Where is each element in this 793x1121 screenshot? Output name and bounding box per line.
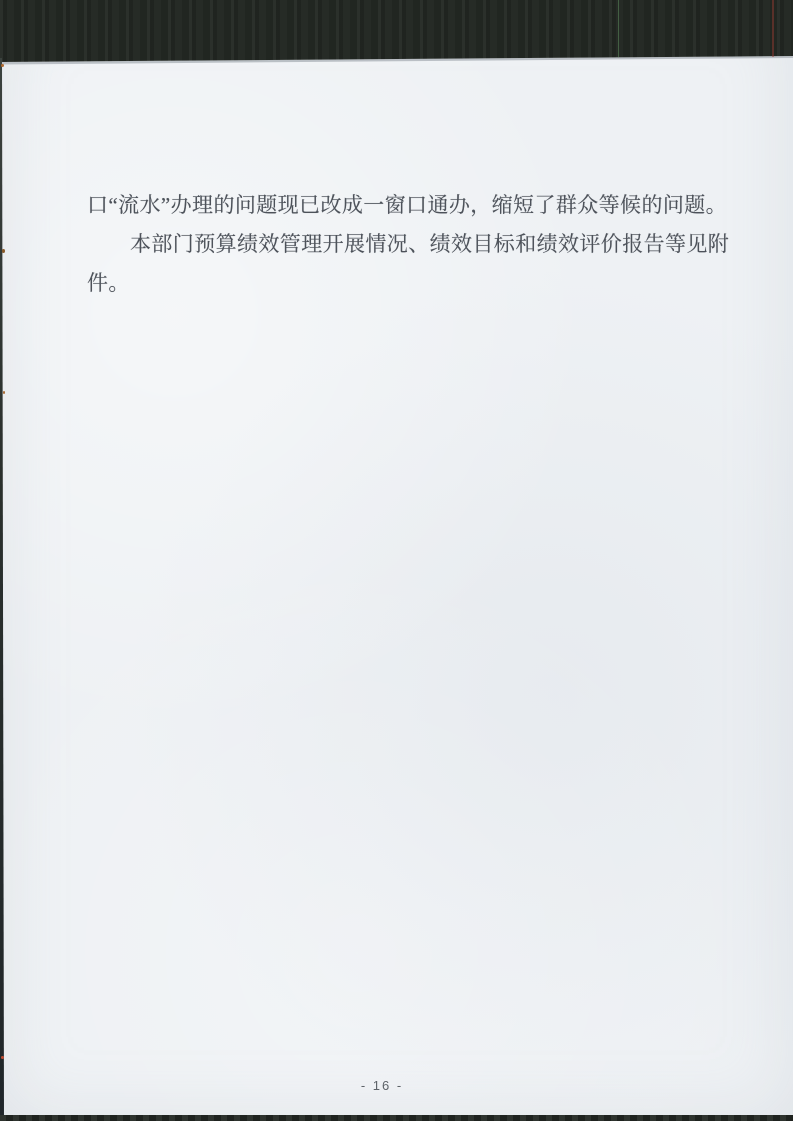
paragraph-line: 件。 bbox=[87, 271, 130, 295]
scan-speck-artifact bbox=[3, 391, 5, 394]
paragraph-line: 口“流水”办理的问题现已改成一窗口通办，缩短了群众等候的问题。 bbox=[87, 193, 728, 217]
paragraph-line: 本部门预算绩效管理开展情况、绩效目标和绩效评价报告等见附 bbox=[130, 232, 730, 256]
scanner-background-top-band bbox=[0, 0, 793, 64]
scan-speck-artifact bbox=[1, 64, 4, 67]
scanner-streak-artifact bbox=[618, 0, 619, 57]
page-number: - 16 - bbox=[360, 1078, 404, 1093]
scan-speck-artifact bbox=[2, 249, 5, 253]
scanner-streak-artifact bbox=[772, 0, 774, 57]
scan-speck-artifact bbox=[1, 1056, 4, 1059]
scanner-background-bottom-strip bbox=[0, 1115, 793, 1121]
